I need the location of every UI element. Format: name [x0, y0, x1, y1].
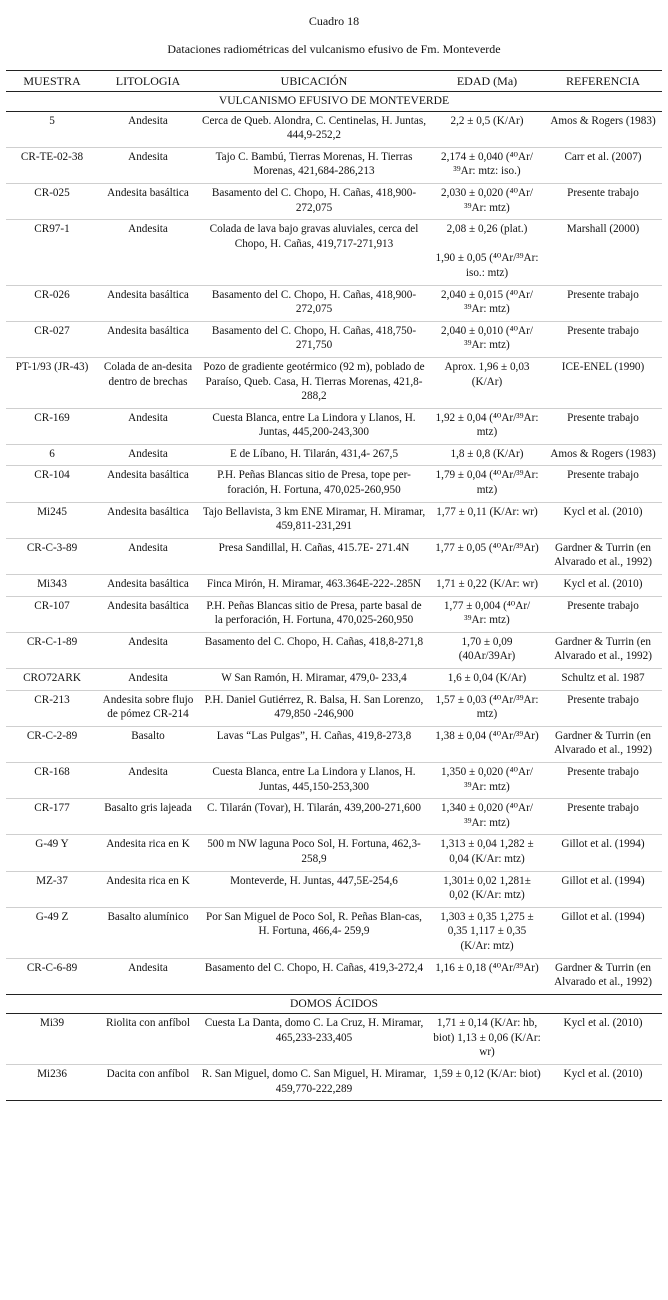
cell-muestra: Mi343: [6, 575, 98, 597]
cell-referencia: Presente trabajo: [544, 762, 662, 798]
cell-ubicacion: Cerca de Queb. Alondra, C. Centinelas, H. Juntas, 444,9-252,2: [201, 114, 426, 142]
table-row: [6, 799, 662, 835]
cell-litologia: Andesita basáltica: [98, 183, 198, 219]
cell-muestra: CR-C-3-89: [6, 538, 98, 574]
table-body: [6, 92, 662, 1101]
table-row: [6, 871, 662, 907]
cell-referencia: Amos & Rogers (1983): [544, 444, 662, 466]
cell-muestra: CR-104: [6, 466, 98, 502]
column-header-muestra: MUESTRA: [6, 71, 98, 92]
cell-litologia: Andesita: [98, 669, 198, 691]
cell-referencia: Kycl et al. (2010): [544, 1065, 662, 1101]
table-row: [6, 321, 662, 357]
cell-ubicacion: Basamento del C. Chopo, H. Cañas, 418,900-272,075: [198, 285, 430, 321]
table-row: [6, 762, 662, 798]
table-row: [6, 466, 662, 502]
cell-referencia: Presente trabajo: [544, 321, 662, 357]
cell-litologia: Andesita: [98, 220, 198, 285]
cell-referencia: Amos & Rogers (1983): [550, 114, 656, 127]
header-row: [6, 71, 662, 92]
table-row: [6, 147, 662, 183]
table-row: [6, 183, 662, 219]
cell-edad: 1,301± 0,02 1,281± 0,02 (K/Ar: mtz): [430, 871, 544, 907]
cell-edad: 1,303 ± 0,35 1,275 ± 0,35 1,117 ± 0,35 (K/Ar: mtz): [430, 907, 544, 958]
cell-edad: 1,59 ± 0,12 (K/Ar: biot): [430, 1065, 544, 1101]
cell-ubicacion: Cuesta La Danta, domo C. La Cruz, H. Miramar, 465,233-233,405: [204, 1017, 424, 1044]
cell-muestra: CR-169: [6, 408, 98, 444]
cell-muestra: CR-025: [6, 183, 98, 219]
cell-litologia: Dacita con anfíbol: [98, 1065, 198, 1101]
cell-litologia: Andesita sobre flujo de pómez CR-214: [98, 690, 198, 726]
cell-muestra: 6: [6, 444, 98, 466]
cell-edad: 2,08 ± 0,26 (plat.) 1,90 ± 0,05 (⁴⁰Ar/³⁹Ar: iso.: mtz): [430, 220, 544, 285]
cell-litologia: Basalto alumínico: [98, 907, 198, 958]
cell-ubicacion: C. Tilarán (Tovar), H. Tilarán, 439,200-271,600: [198, 799, 430, 835]
cell-edad: 1,79 ± 0,04 (⁴⁰Ar/³⁹Ar: mtz): [430, 466, 544, 502]
cell-muestra: G-49 Y: [6, 835, 98, 871]
cell-litologia: Andesita: [128, 114, 168, 127]
cell-litologia: Colada de an-desita dentro de brechas: [98, 357, 198, 408]
dating-table: [6, 70, 662, 1100]
cell-litologia: Andesita basáltica: [98, 596, 198, 632]
table-row: [6, 632, 662, 668]
cell-litologia: Andesita: [98, 958, 198, 994]
cell-referencia: Presente trabajo: [544, 285, 662, 321]
cell-ubicacion: W San Ramón, H. Miramar, 479,0- 233,4: [198, 669, 430, 691]
table-row: [6, 690, 662, 726]
section-header-row: [6, 92, 662, 112]
cell-ubicacion: Basamento del C. Chopo, H. Cañas, 418,8-271,8: [198, 632, 430, 668]
cell-muestra: CR-177: [6, 799, 98, 835]
table-row: [6, 596, 662, 632]
cell-muestra: CR-213: [6, 690, 98, 726]
table-row: [6, 958, 662, 994]
cell-ubicacion: 500 m NW laguna Poco Sol, H. Fortuna, 462,3-258,9: [198, 835, 430, 871]
cell-referencia: Presente trabajo: [544, 466, 662, 502]
cell-ubicacion: Tajo C. Bambú, Tierras Morenas, H. Tierras Morenas, 421,684-286,213: [198, 147, 430, 183]
section-title: DOMOS ÁCIDOS: [6, 994, 662, 1014]
cell-referencia: Gardner & Turrin (en Alvarado et al., 1992): [544, 632, 662, 668]
cell-referencia: Presente trabajo: [544, 690, 662, 726]
cell-edad: 1,77 ± 0,05 (⁴⁰Ar/³⁹Ar): [430, 538, 544, 574]
cell-muestra: CR-026: [6, 285, 98, 321]
cell-edad: 1,70 ± 0,09 (40Ar/39Ar): [430, 632, 544, 668]
cell-muestra: CR-107: [6, 596, 98, 632]
cell-ubicacion: Pozo de gradiente geotérmico (92 m), poblado de Paraíso, Queb. Casa, H. Tierras Morenas, 421,8-288,2: [198, 357, 430, 408]
column-header-ubicacion: UBICACIÓN: [198, 71, 430, 92]
cell-edad: 1,6 ± 0,04 (K/Ar): [430, 669, 544, 691]
column-header-referencia: REFERENCIA: [544, 71, 662, 92]
cell-referencia: Schultz et al. 1987: [544, 669, 662, 691]
cell-litologia: Andesita rica en K: [98, 835, 198, 871]
cell-muestra: Mi39: [39, 1017, 65, 1030]
cell-litologia: Basalto: [98, 726, 198, 762]
table-row: [6, 1065, 662, 1101]
cell-referencia: Presente trabajo: [544, 408, 662, 444]
cell-edad: 1,350 ± 0,020 (⁴⁰Ar/³⁹Ar: mtz): [430, 762, 544, 798]
table-row: [6, 538, 662, 574]
cell-litologia: Andesita basáltica: [98, 321, 198, 357]
cell-edad: 2,174 ± 0,040 (⁴⁰Ar/³⁹Ar: mtz: iso.): [430, 147, 544, 183]
cell-edad: 2,040 ± 0,010 (⁴⁰Ar/³⁹Ar: mtz): [430, 321, 544, 357]
cell-referencia: Kycl et al. (2010): [544, 502, 662, 538]
column-header-litologia: LITOLOGIA: [98, 71, 198, 92]
cell-edad: 2,2 ± 0,5 (K/Ar): [450, 114, 524, 127]
cell-muestra: CR-168: [6, 762, 98, 798]
cell-litologia: Andesita: [98, 632, 198, 668]
cell-referencia: Presente trabajo: [544, 799, 662, 835]
cell-ubicacion: R. San Miguel, domo C. San Miguel, H. Miramar, 459,770-222,289: [198, 1065, 430, 1101]
cell-muestra: CR97-1: [6, 220, 98, 285]
cell-edad: Aprox. 1,96 ± 0,03 (K/Ar): [430, 357, 544, 408]
cell-litologia: Andesita: [98, 538, 198, 574]
cell-litologia: Andesita rica en K: [98, 871, 198, 907]
cell-edad: 1,16 ± 0,18 (⁴⁰Ar/³⁹Ar): [430, 958, 544, 994]
table-row: [6, 444, 662, 466]
cell-referencia: Carr et al. (2007): [544, 147, 662, 183]
table-number: Cuadro 18: [308, 14, 360, 28]
cell-ubicacion: Basamento del C. Chopo, H. Cañas, 418,750-271,750: [198, 321, 430, 357]
cell-edad: 1,92 ± 0,04 (⁴⁰Ar/³⁹Ar: mtz): [430, 408, 544, 444]
cell-referencia: Kycl et al. (2010): [544, 575, 662, 597]
cell-muestra: CR-C-1-89: [6, 632, 98, 668]
cell-muestra: CRO72ARK: [6, 669, 98, 691]
cell-ubicacion: Colada de lava bajo gravas aluviales, cerca del Chopo, H. Cañas, 419,717-271,913: [198, 220, 430, 285]
cell-ubicacion: P.H. Peñas Blancas sitio de Presa, tope per-foración, H. Fortuna, 470,025-260,950: [198, 466, 430, 502]
cell-referencia: Gardner & Turrin (en Alvarado et al., 1992): [544, 538, 662, 574]
cell-referencia: Marshall (2000): [544, 220, 662, 285]
cell-ubicacion: Lavas “Las Pulgas”, H. Cañas, 419,8-273,8: [198, 726, 430, 762]
cell-referencia: Gardner & Turrin (en Alvarado et al., 1992): [544, 958, 662, 994]
cell-muestra: CR-TE-02-38: [6, 147, 98, 183]
table-row: [6, 1014, 662, 1065]
cell-ubicacion: Presa Sandillal, H. Cañas, 415.7E- 271.4N: [198, 538, 430, 574]
cell-muestra: 5: [49, 114, 55, 127]
section-title: VULCANISMO EFUSIVO DE MONTEVERDE: [6, 92, 662, 112]
table-row: [6, 575, 662, 597]
cell-ubicacion: P.H. Peñas Blancas sitio de Presa, parte basal de la perforación, H. Fortuna, 470,025-260,950: [198, 596, 430, 632]
cell-edad: 2,030 ± 0,020 (⁴⁰Ar/³⁹Ar: mtz): [430, 183, 544, 219]
cell-muestra: Mi236: [6, 1065, 98, 1101]
cell-ubicacion: Cuesta Blanca, entre La Lindora y Llanos, H. Juntas, 445,150-253,300: [198, 762, 430, 798]
cell-edad: 1,71 ± 0,22 (K/Ar: wr): [430, 575, 544, 597]
table-row: [6, 907, 662, 958]
cell-referencia: ICE-ENEL (1990): [544, 357, 662, 408]
cell-muestra: G-49 Z: [6, 907, 98, 958]
table-row: [6, 835, 662, 871]
cell-referencia: Gillot et al. (1994): [544, 835, 662, 871]
cell-edad: 1,38 ± 0,04 (⁴⁰Ar/³⁹Ar): [430, 726, 544, 762]
cell-litologia: Andesita: [98, 444, 198, 466]
cell-ubicacion: Basamento del C. Chopo, H. Cañas, 418,900-272,075: [198, 183, 430, 219]
cell-litologia: Andesita: [98, 762, 198, 798]
cell-muestra: CR-C-2-89: [6, 726, 98, 762]
bottom-rule: [6, 1100, 662, 1101]
cell-litologia: Basalto gris lajeada: [98, 799, 198, 835]
cell-ubicacion: Cuesta Blanca, entre La Lindora y Llanos, H. Juntas, 445,200-243,300: [198, 408, 430, 444]
cell-muestra: CR-C-6-89: [6, 958, 98, 994]
table-row: [6, 726, 662, 762]
table-row: [6, 220, 662, 285]
cell-litologia: Andesita basáltica: [98, 285, 198, 321]
cell-edad: 1,8 ± 0,8 (K/Ar): [430, 444, 544, 466]
table-row: [6, 357, 662, 408]
cell-litologia: Andesita: [98, 408, 198, 444]
cell-muestra: MZ-37: [6, 871, 98, 907]
cell-litologia: Riolita con anfíbol: [106, 1017, 190, 1030]
section-header-row: [6, 994, 662, 1014]
cell-edad: 2,040 ± 0,015 (⁴⁰Ar/³⁹Ar: mtz): [430, 285, 544, 321]
cell-referencia: Gardner & Turrin (en Alvarado et al., 1992): [544, 726, 662, 762]
cell-ubicacion: Tajo Bellavista, 3 km ENE Miramar, H. Miramar, 459,811-231,291: [198, 502, 430, 538]
cell-referencia: Gillot et al. (1994): [544, 907, 662, 958]
cell-ubicacion: Por San Miguel de Poco Sol, R. Peñas Blan-cas, H. Fortuna, 466,4- 259,9: [198, 907, 430, 958]
table-row: [6, 669, 662, 691]
cell-edad: 1,71 ± 0,14 (K/Ar: hb, biot) 1,13 ± 0,06 (K/Ar: wr): [433, 1017, 541, 1059]
table-row: [6, 502, 662, 538]
cell-litologia: Andesita: [98, 147, 198, 183]
table-title: Dataciones radiométricas del vulcanismo efusivo de Fm. Monteverde: [167, 42, 501, 56]
cell-muestra: Mi245: [6, 502, 98, 538]
cell-edad: 1,77 ± 0,004 (⁴⁰Ar/³⁹Ar: mtz): [430, 596, 544, 632]
cell-ubicacion: P.H. Daniel Gutiérrez, R. Balsa, H. San Lorenzo, 479,850 -246,900: [198, 690, 430, 726]
cell-edad: 1,57 ± 0,03 (⁴⁰Ar/³⁹Ar: mtz): [430, 690, 544, 726]
cell-ubicacion: Monteverde, H. Juntas, 447,5E-254,6: [198, 871, 430, 907]
cell-edad: 1,77 ± 0,11 (K/Ar: wr): [430, 502, 544, 538]
table-row: [6, 285, 662, 321]
cell-ubicacion: E de Líbano, H. Tilarán, 431,4- 267,5: [198, 444, 430, 466]
cell-ubicacion: Basamento del C. Chopo, H. Cañas, 419,3-272,4: [198, 958, 430, 994]
cell-referencia: Presente trabajo: [544, 596, 662, 632]
table-row: [6, 111, 662, 147]
cell-muestra: PT-1/93 (JR-43): [6, 357, 98, 408]
column-header-edad: EDAD (Ma): [430, 71, 544, 92]
cell-muestra: CR-027: [6, 321, 98, 357]
cell-litologia: Andesita basáltica: [98, 502, 198, 538]
cell-litologia: Andesita basáltica: [98, 466, 198, 502]
cell-referencia: Kycl et al. (2010): [563, 1017, 643, 1030]
cell-referencia: Presente trabajo: [544, 183, 662, 219]
cell-ubicacion: Finca Mirón, H. Miramar, 463.364E-222-.285N: [198, 575, 430, 597]
cell-edad: 1,313 ± 0,04 1,282 ± 0,04 (K/Ar: mtz): [430, 835, 544, 871]
table-row: [6, 408, 662, 444]
cell-litologia: Andesita basáltica: [98, 575, 198, 597]
cell-edad: 1,340 ± 0,020 (⁴⁰Ar/³⁹Ar: mtz): [430, 799, 544, 835]
cell-referencia: Gillot et al. (1994): [544, 871, 662, 907]
